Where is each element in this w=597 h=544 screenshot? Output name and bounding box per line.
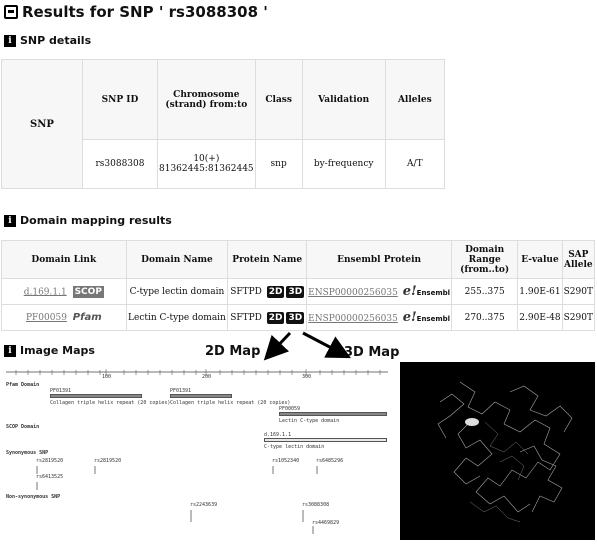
label-3d-map: 3D Map <box>344 345 400 360</box>
arrow-to-2d-icon <box>270 333 290 354</box>
protein-structure-3d <box>400 362 595 540</box>
ensembl-logo-text[interactable]: Ensembl <box>416 315 451 323</box>
evalue-cell: 2.90E-48 <box>518 305 562 331</box>
snp-header: SNP <box>2 60 83 189</box>
synonymous-snp-ticks <box>4 462 394 492</box>
protein-name-cell <box>228 279 307 305</box>
label-2d-map: 2D Map <box>205 344 261 359</box>
tick-label: 100 <box>102 374 112 380</box>
tick-label: 200 <box>202 374 212 380</box>
evalue-header: E-value <box>518 241 562 279</box>
info-icon: i <box>4 345 16 357</box>
snp-marker[interactable]: rs4469829 <box>312 520 340 526</box>
pfam-domain-bar[interactable] <box>279 412 387 416</box>
ensembl-logo-icon[interactable]: e! <box>402 310 417 325</box>
pfam-track-label: Pfam Domain <box>6 382 40 388</box>
snp-details-heading <box>4 34 91 47</box>
pfam-domain-id[interactable]: PF01391 <box>50 388 72 394</box>
domain-link-cell <box>2 305 127 331</box>
image-maps-heading-text: Image Maps <box>20 344 95 357</box>
snp-id-cell: rs3088308 <box>83 140 158 189</box>
view-2d-button[interactable]: 2D <box>268 312 283 323</box>
scop-logo[interactable]: SCOP <box>74 286 102 297</box>
nonsynonymous-snp-ticks <box>4 506 394 536</box>
domain-row <box>2 305 595 331</box>
snp-marker-highlight[interactable]: rs3088308 <box>302 502 330 508</box>
domain-range-cell: 270..375 <box>452 305 518 331</box>
snp-marker[interactable]: rs1052340 <box>272 458 300 464</box>
pfam-logo[interactable]: Pfam <box>72 312 102 323</box>
class-cell: snp <box>255 140 302 189</box>
ensembl-protein-cell <box>307 279 452 305</box>
snp-details-table <box>1 59 445 189</box>
domain-link[interactable]: d.169.1.1 <box>23 287 67 297</box>
sap-allele-header: SAP Allele <box>562 241 594 279</box>
evalue-cell: 1.90E-61 <box>518 279 562 305</box>
pfam-domain-desc: Lectin C-type domain <box>279 418 340 424</box>
page-title <box>4 3 268 21</box>
ensembl-protein-cell <box>307 305 452 331</box>
ruler <box>4 366 394 386</box>
domain-link-cell <box>2 279 127 305</box>
domain-mapping-heading <box>4 214 172 227</box>
protein-name: SFTPD <box>230 312 262 323</box>
ensembl-protein-link[interactable]: ENSP00000256035 <box>308 314 398 324</box>
snp-marker[interactable]: rs6413525 <box>36 474 64 480</box>
scop-domain-bar[interactable] <box>264 438 387 442</box>
pfam-domain-desc: Collagen triple helix repeat (20 copies) <box>50 400 171 406</box>
ensembl-protein-link[interactable]: ENSP00000256035 <box>308 288 398 298</box>
chromosome-cell: 10(+) 81362445:81362445 <box>158 140 256 189</box>
home-icon[interactable] <box>4 5 18 19</box>
protein-name: SFTPD <box>230 286 262 297</box>
nonsynonymous-track-label: Non-synonymous SNP <box>6 494 61 500</box>
validation-header: Validation <box>302 60 385 140</box>
arrow-to-3d-icon <box>303 333 343 354</box>
info-icon: i <box>4 35 16 47</box>
image-maps-heading <box>4 344 95 357</box>
domain-row <box>2 279 595 305</box>
scop-track-label: SCOP Domain <box>6 424 40 430</box>
pfam-domain-bar[interactable] <box>170 394 232 398</box>
sap-allele-cell: S290T <box>562 305 594 331</box>
ensembl-logo-icon[interactable]: e! <box>402 284 417 299</box>
snp-marker[interactable]: rs2819520 <box>94 458 122 464</box>
domain-mapping-table <box>1 240 595 331</box>
scop-domain-desc: C-type lectin domain <box>264 444 325 450</box>
pfam-domain-bar[interactable] <box>50 394 142 398</box>
domain-mapping-heading-text: Domain mapping results <box>20 214 172 227</box>
class-header: Class <box>255 60 302 140</box>
tick-label: 300 <box>302 374 312 380</box>
page-title-text: Results for SNP ' rs3088308 ' <box>22 3 268 21</box>
view-3d-button[interactable]: 3D <box>288 286 303 297</box>
info-icon: i <box>4 215 16 227</box>
view-2d-button[interactable]: 2D <box>268 286 283 297</box>
snp-id-header: SNP ID <box>83 60 158 140</box>
sap-allele-cell: S290T <box>562 279 594 305</box>
protein-name-header: Protein Name <box>228 241 307 279</box>
synonymous-track-label: Synonymous SNP <box>6 450 49 456</box>
domain-range-header: Domain Range (from..to) <box>452 241 518 279</box>
alleles-header: Alleles <box>385 60 444 140</box>
pfam-domain-id[interactable]: PF01391 <box>170 388 192 394</box>
snp-marker[interactable]: rs2819520 <box>36 458 64 464</box>
view-3d-button[interactable]: 3D <box>288 312 303 323</box>
pfam-domain-desc: Collagen triple helix repeat (20 copies) <box>170 400 291 406</box>
highlight-residue <box>465 418 479 426</box>
snp-marker[interactable]: rs2243639 <box>190 502 218 508</box>
domain-name-cell: Lectin C-type domain <box>126 305 228 331</box>
pfam-domain-id[interactable]: PF00059 <box>279 406 301 412</box>
snp-details-heading-text: SNP details <box>20 34 92 47</box>
validation-cell: by-frequency <box>302 140 385 189</box>
domain-link-header: Domain Link <box>2 241 127 279</box>
domain-name-cell: C-type lectin domain <box>126 279 228 305</box>
domain-link[interactable]: PF00059 <box>25 313 67 323</box>
scop-domain-id[interactable]: d.169.1.1 <box>264 432 292 438</box>
ensembl-logo-text[interactable]: Ensembl <box>416 289 451 297</box>
2d-map[interactable] <box>4 366 394 540</box>
3d-map[interactable] <box>400 362 595 540</box>
protein-name-cell <box>228 305 307 331</box>
chromosome-header: Chromosome (strand) from:to <box>158 60 256 140</box>
alleles-cell: A/T <box>385 140 444 189</box>
domain-range-cell: 255..375 <box>452 279 518 305</box>
ensembl-protein-header: Ensembl Protein <box>307 241 452 279</box>
domain-name-header: Domain Name <box>126 241 228 279</box>
snp-marker[interactable]: rs6485296 <box>316 458 344 464</box>
